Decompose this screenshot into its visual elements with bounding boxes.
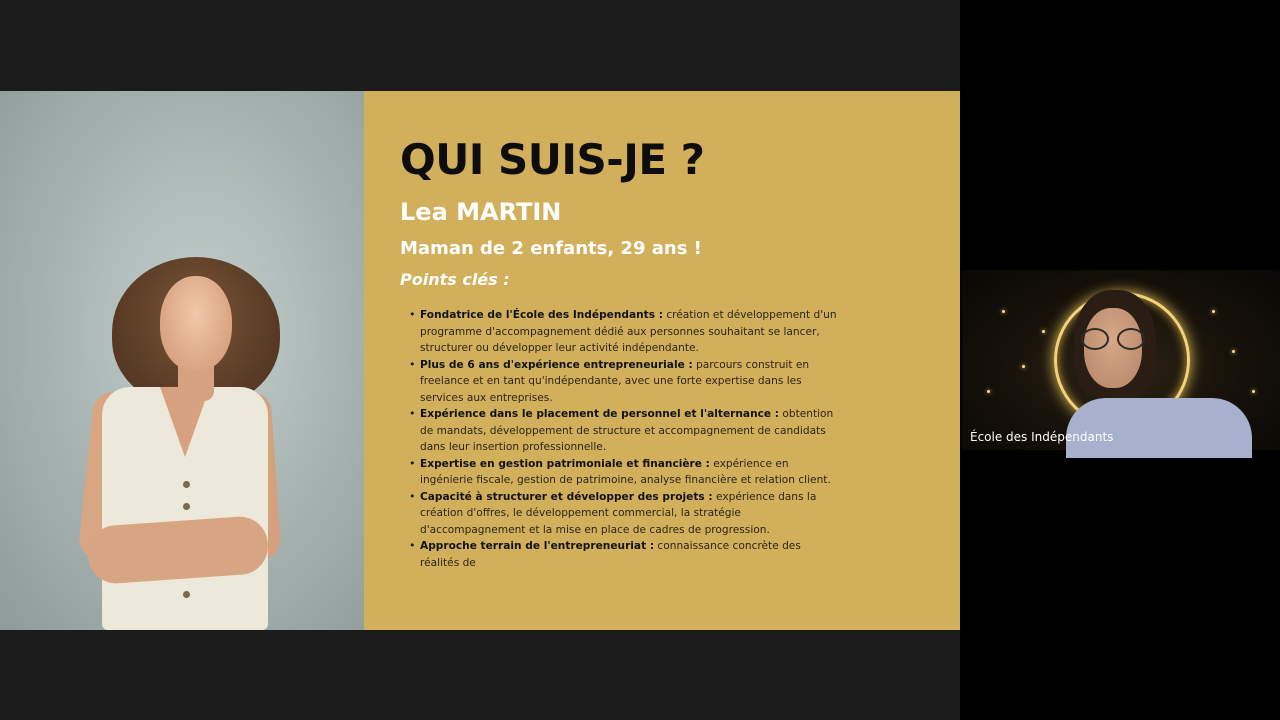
speaker-subtitle: Maman de 2 enfants, 29 ans ! xyxy=(400,238,702,259)
list-item: • Capacité à structurer et développer des projets : expérience dans la création d'offres, le développement commercial, la stratégie d'accompagnement et la mise en place de cadres de progression. xyxy=(420,489,840,539)
list-item: • Fondatrice de l'École des Indépendants : création et développement d'un programme d'accompagnement dédié aux personnes souhaitant se lancer, structurer ou développer leur activité indépendante. xyxy=(420,307,840,357)
points-label: Points clés : xyxy=(400,270,510,289)
slide-title: QUI SUIS-JE ? xyxy=(400,135,705,184)
participant-name: École des Indépendants xyxy=(970,430,1114,444)
list-item: • Expertise en gestion patrimoniale et financière : expérience en ingénierie fiscale, gestion de patrimoine, analyse financière et relation client. xyxy=(420,456,840,489)
slide-content-panel xyxy=(364,91,960,630)
key-points-list xyxy=(400,307,840,569)
list-item: • Approche terrain de l'entrepreneuriat : connaissance concrète des réalités de xyxy=(420,538,840,571)
slide xyxy=(0,91,960,630)
list-item: • Plus de 6 ans d'expérience entrepreneuriale : parcours construit en freelance et en tant qu'indépendante, avec une forte expertise dans les services aux entreprises. xyxy=(420,357,840,407)
webcam-tile[interactable] xyxy=(962,270,1280,450)
list-item: • Expérience dans le placement de personnel et l'alternance : obtention de mandats, développement de structure et accompagnement de candidats dans leur insertion professionnelle. xyxy=(420,406,840,456)
speaker-photo xyxy=(0,91,364,630)
speaker-name: Lea MARTIN xyxy=(400,198,562,226)
